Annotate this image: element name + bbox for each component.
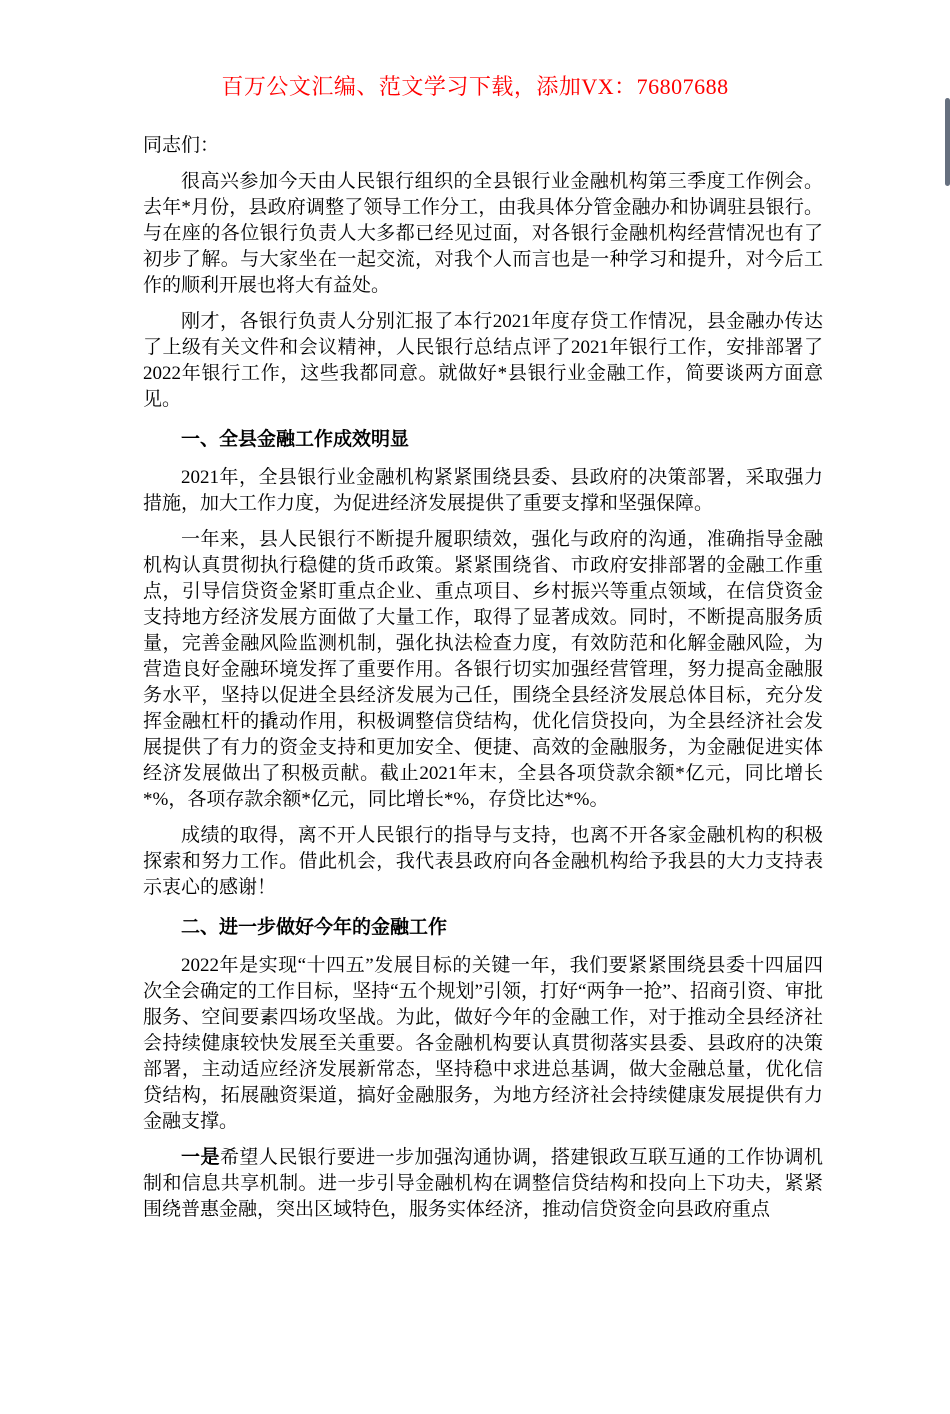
paragraph-text: 希望人民银行要进一步加强沟通协调，搭建银政互联互通的工作协调机制和信息共享机制。进一步引导金融机构在调整信贷结构和投向上下功夫，紧紧围绕普惠金融，突出区域特色，服务实体经济，推动信贷资金向县政府重点 [143, 1147, 823, 1220]
paragraph: 成绩的取得，离不开人民银行的指导与支持，也离不开各家金融机构的积极探索和努力工作。借此机会，我代表县政府向各金融机构给予我县的大力支持表示衷心的感谢！ [143, 825, 823, 898]
paragraph: 一年来，县人民银行不断提升履职绩效，强化与政府的沟通，准确指导金融机构认真贯彻执行稳健的货币政策。紧紧围绕省、市政府安排部署的金融工作重点，引导信贷资金紧盯重点企业、重点项目、乡村振兴等重点领域，在信贷资金支持地方经济发展方面做了大量工作，取得了显著成效。同时，不断提高服务质量，完善金融风险监测机制，强化执法检查力度，有效防范和化解金融风险，为营造良好金融环境发挥了重要作用。各银行切实加强经营管理，努力提高金融服务水平，坚持以促进全县经济发展为己任，围绕全县经济发展总体目标，充分发挥金融杠杆的撬动作用，积极调整信贷结构，优化信贷投向，为全县经济社会发展提供了有力的资金支持和更加安全、便捷、高效的金融服务，为金融促进实体经济发展做出了积极贡献。截止2021年末，全县各项贷款余额*亿元，同比增长*%，各项存款余额*亿元，同比增长*%，存贷比达*%。 [143, 529, 823, 810]
salutation: 同志们： [143, 135, 220, 156]
paragraph-lead: 一是 [181, 1147, 220, 1168]
section-heading-2: 二、进一步做好今年的金融工作 [181, 917, 448, 938]
promo-header-text: 百万公文汇编、范文学习下载，添加VX：76807688 [221, 74, 729, 99]
paragraph: 刚才，各银行负责人分别汇报了本行2021年度存贷工作情况，县金融办传达了上级有关文件和会议精神，人民银行总结点评了2021年银行工作，安排部署了2022年银行工作，这些我都同意。就做好*县银行业金融工作，简要谈两方面意见。 [143, 311, 823, 410]
document-page [0, 70, 950, 1414]
paragraph: 很高兴参加今天由人民银行组织的全县银行业金融机构第三季度工作例会。去年*月份，县政府调整了领导工作分工，由我具体分管金融办和协调驻县银行。与在座的各位银行负责人大多都已经见过面，对各银行金融机构经营情况也有了初步了解。与大家坐在一起交流，对我个人而言也是一种学习和提升，对今后工作的顺利开展也将大有益处。 [143, 171, 823, 296]
paragraph: 2022年是实现“十四五”发展目标的关键一年，我们要紧紧围绕县委十四届四次全会确定的工作目标，坚持“五个规划”引领，打好“两争一抢”、招商引资、审批服务、空间要素四场攻坚战。为此，做好今年的金融工作，对于推动全县经济社会持续健康较快发展至关重要。各金融机构要认真贯彻落实县委、县政府的决策部署，主动适应经济发展新常态，坚持稳中求进总基调，做大金融总量，优化信贷结构，拓展融资渠道，搞好金融服务，为地方经济社会持续健康发展提供有力金融支撑。 [143, 955, 823, 1132]
document-body [143, 133, 823, 1223]
paragraph [143, 1145, 823, 1223]
section-heading-1: 一、全县金融工作成效明显 [181, 429, 410, 450]
scrollbar-thumb[interactable] [945, 98, 950, 186]
scrollbar[interactable] [944, 70, 950, 1414]
paragraph: 2021年，全县银行业金融机构紧紧围绕县委、县政府的决策部署，采取强力措施，加大工作力度，为促进经济发展提供了重要支撑和坚强保障。 [143, 467, 823, 514]
